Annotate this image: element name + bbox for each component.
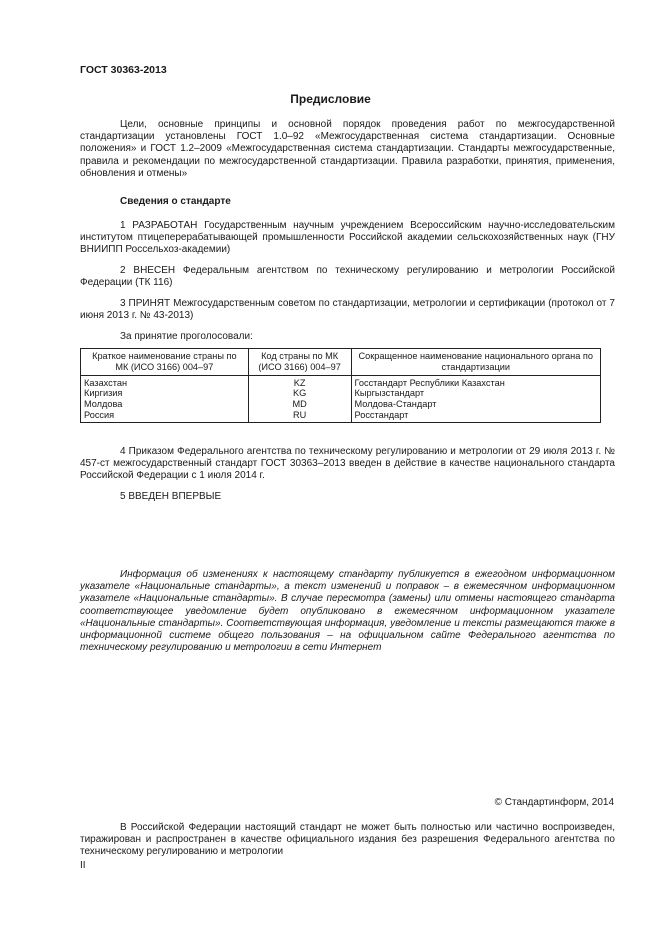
code-cell: RU	[248, 410, 351, 422]
code-cell: KZ	[248, 375, 351, 388]
column-header-body: Сокращенное наименование национального органа по стандартизации	[351, 349, 601, 376]
table-row	[81, 388, 601, 399]
code-cell: MD	[248, 399, 351, 410]
copyright-line: © Стандартинформ, 2014	[494, 797, 614, 808]
country-cell: Россия	[81, 410, 249, 422]
item-developed: 1 РАЗРАБОТАН Государственным научным учреждением Всероссийским научно-исследовательским институтом птицеперерабатывающей промышленности Российской академии сельскохозяйственных наук (ГНУ ВНИИПП Россельхоз-академии)	[80, 220, 615, 256]
standard-id-header: ГОСТ 30363-2013	[80, 64, 167, 76]
item-introduced: 2 ВНЕСЕН Федеральным агентством по техническому регулированию и метрологии Российской Федерации (ТК 116)	[80, 265, 615, 289]
column-header-code: Код страны по МК (ИСО 3166) 004–97	[248, 349, 351, 376]
voted-label: За принятие проголосовали:	[120, 331, 253, 342]
country-cell: Молдова	[81, 399, 249, 410]
table-row	[81, 399, 601, 410]
body-cell: Росстандарт	[351, 410, 601, 422]
item-order: 4 Приказом Федерального агентства по техническому регулированию и метрологии от 29 июля 2013 г. № 457-ст межгосударственный стандарт ГОСТ 30363–2013 введен в действие в качестве национального стандарта Российской Федерации с 1 июля 2014 г.	[80, 446, 615, 482]
intro-paragraph: Цели, основные принципы и основной порядок проведения работ по межгосударственной стандартизации установлены ГОСТ 1.0–92 «Межгосударственная система стандартизации. Основные положения» и ГОСТ 1.2–2009 «Межгосударственная система стандартизации. Стандарты межгосударственные, правила и рекомендации по межгосударственной стандартизации. Правила разработки, принятия, применения, обновления и отмены»	[80, 119, 615, 179]
body-cell: Госстандарт Республики Казахстан	[351, 375, 601, 388]
code-cell: KG	[248, 388, 351, 399]
about-heading: Сведения о стандарте	[120, 196, 231, 207]
page-title: Предисловие	[290, 92, 371, 106]
vote-table	[80, 348, 601, 423]
body-cell: Молдова-Стандарт	[351, 399, 601, 410]
country-cell: Казахстан	[81, 375, 249, 388]
item-first-time: 5 ВВЕДЕН ВПЕРВЫЕ	[120, 491, 222, 502]
restriction-paragraph: В Российской Федерации настоящий стандарт не может быть полностью или частично воспроизведен, тиражирован и распространен в качестве официального издания без разрешения Федерального агентства по техническому регулированию и метрологии	[80, 822, 615, 858]
item-adopted: 3 ПРИНЯТ Межгосударственным советом по стандартизации, метрологии и сертификации (протокол от 7 июня 2013 г. № 43-2013)	[80, 298, 615, 322]
table-row	[81, 410, 601, 422]
body-cell: Кыргызстандарт	[351, 388, 601, 399]
table-row	[81, 375, 601, 388]
info-notice: Информация об изменениях к настоящему стандарту публикуется в ежегодном информационном указателе «Национальные стандарты», а текст изменений и поправок – в ежемесячном информационном указателе «Национальные стандарты». В случае пересмотра (замены) или отмены настоящего стандарта соответствующее уведомление будет опубликовано в ежемесячном информационном указателе «Национальные стандарты». Соответствующая информация, уведомление и тексты размещаются также в информационной системе общего пользования – на официальном сайте Федерального агентства по техническому регулированию и метрологии в сети Интернет	[80, 569, 615, 654]
column-header-country: Краткое наименование страны по МК (ИСО 3166) 004–97	[81, 349, 249, 376]
country-cell: Киргизия	[81, 388, 249, 399]
page-number: II	[80, 860, 86, 871]
